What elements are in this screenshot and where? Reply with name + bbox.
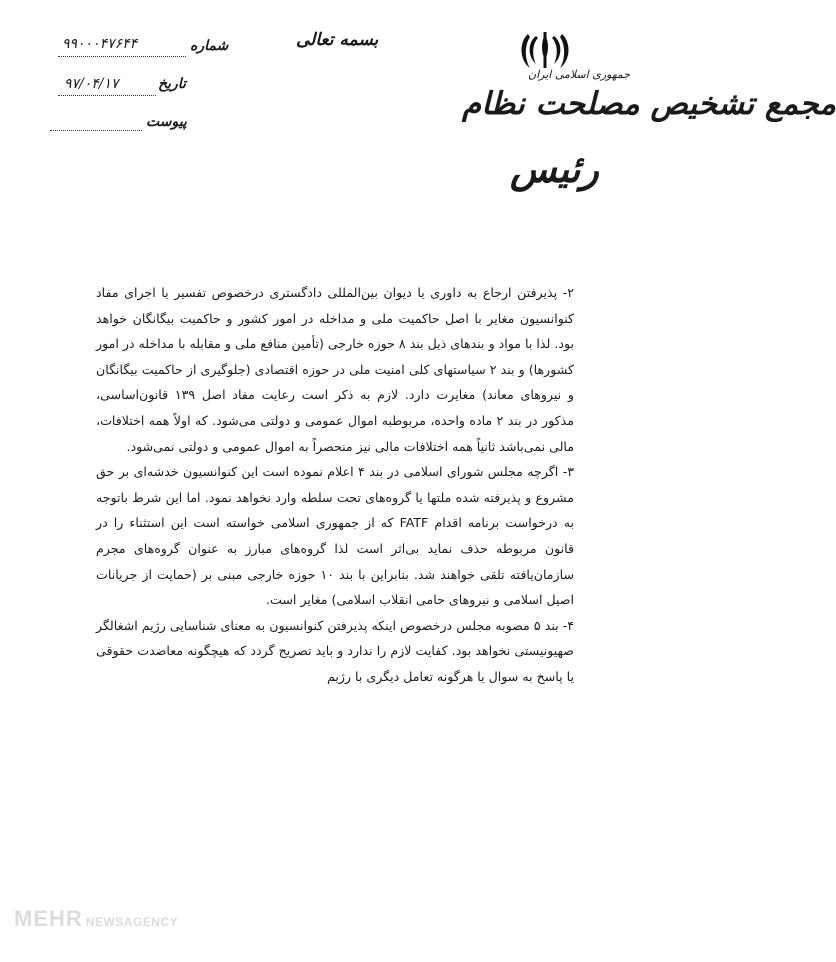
number-label: شماره (190, 38, 229, 54)
attachment-dotted-line (50, 130, 142, 131)
paragraph-clause-3: ۳- اگرچه مجلس شورای اسلامی در بند ۴ اعلام نموده است این کنوانسیون خدشه‌ای بر حق مشروع و پذیرفته شده ملتها یا گروه‌های تحت سلطه وارد نخواهد نمود. اما این شرط باتوجه به درخواست برنامه اقدام FATF که از جمهوری اسلامی خواسته است این استثناء را در قانون مربوطه حذف نماید بی‌اثر است لذا گروه‌های مبارز به عنوان گروه‌های مجرم سازمان‌یافته تلقی خواهند شد. بنابراین با بند ۱۰ حوزه خارجی مبنی بر (حمایت از جریانات اصیل اسلامی و نیروهای حامی انقلاب اسلامی) مغایر است. (96, 464, 575, 608)
watermark-brand: MEHR (14, 906, 83, 931)
number-value: ۹۹۰۰۰۴۷۶۴۴ (62, 36, 138, 52)
organization-name: مجمع تشخیص مصلحت نظام (462, 86, 836, 122)
letter-body (96, 280, 574, 690)
number-dotted-line (58, 56, 186, 57)
republic-caption: جمهوری اسلامی ایران (528, 68, 631, 81)
date-label: تاریخ (158, 76, 186, 92)
attachment-label: پیوست (146, 114, 187, 130)
office-title: رئیس (510, 146, 599, 191)
basmala-heading: بسمه تعالی (296, 30, 379, 50)
paragraph-clause-2: ۲- پذیرفتن ارجاع به داوری یا دیوان بین‌المللی دادگستری درخصوص تفسیر یا اجرای مفاد کنوانسیون مغایر با اصل حاکمیت ملی و مداخله در امور کشور و حاکمیت بیگانگان خواهد بود. لذا با مواد و بندهای ذیل بند ۸ حوزه خارجی (تأمین منافع ملی و مقابله با مداخله در امور کشورها) و بند ۲ سیاستهای کلی امنیت ملی در حوزه اقتصادی (جلوگیری از حاکمیت بیگانگان و نیروهای معاند) مغایرت دارد. لازم به ذکر است رعایت مفاد اصل ۱۳۹ قانون‌اساسی، مذکور در بند ۲ ماده واحده، مربوطبه اموال عمومی و دولتی می‌شود. که اولاً همه اختلافات، مالی نمی‌باشد ثانیاً همه اختلافات مالی نیز منحصراً به اموال عمومی و دولتی نمی‌شود. (96, 285, 574, 454)
watermark-suffix: NEWSAGENCY (85, 915, 179, 929)
paragraph-clause-4: ۴- بند ۵ مصوبه مجلس درخصوص اینکه پذیرفتن کنوانسیون به معنای شناسایی رژیم اشغالگر صهیونیستی نخواهد بود. کفایت لازم را ندارد و باید تصریح گردد که هیچگونه معاضدت حقوقی یا پاسخ به سوال یا هرگونه تعامل دیگری با رژیم (96, 617, 574, 684)
date-dotted-line (58, 95, 156, 96)
date-value: ۹۷/۰۴/۱۷ (64, 76, 119, 92)
agency-watermark (14, 906, 178, 932)
